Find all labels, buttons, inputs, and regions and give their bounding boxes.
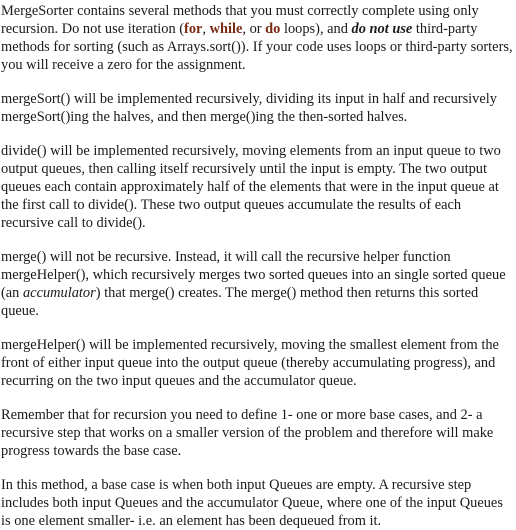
keyword-do: do <box>265 21 281 37</box>
paragraph-instructions <box>1 2 513 74</box>
paragraph-divide: divide() will be implemented recursively, moving elements from an input queue to two output queues, then calling itself recursively until the input is empty. The two output queues each contain approximately half of the elements that were in the input queue at the first call to divide(). These two output queues accumulate the results of each recursive call to divide(). <box>1 143 501 231</box>
text: , or <box>242 21 266 37</box>
text: loops), and <box>280 21 352 37</box>
keyword-while: while <box>209 21 243 37</box>
emphasis-do-not-use: do not use <box>351 21 413 37</box>
paragraph-merge <box>1 248 513 320</box>
keyword-for: for <box>184 21 203 37</box>
paragraph-base-case: In this method, a base case is when both input Queues are empty. A recursive step includes both input Queues and the accumulator Queue, where one of the input Queues is one element smaller- i.e. an element has been dequeued from it. <box>1 477 503 529</box>
emphasis-accumulator: accumulator <box>22 285 96 301</box>
paragraph-mergesort: mergeSort() will be implemented recursively, dividing its input in half and recursively mergeSort()ing the halves, and then merge()ing the then-sorted halves. <box>1 91 497 125</box>
text: merge() will not be recursive. Instead, it will call the recursive helper function mergeHelper(), which recursively merges two sorted queues into an single sorted queue (an <box>1 249 506 301</box>
text: ) that merge() creates. The merge() method then returns this sorted queue. <box>1 285 479 319</box>
text: MergeSorter contains several methods that you must correctly complete using only recursion. Do not use iteration ( <box>1 3 479 37</box>
text: , <box>202 21 210 37</box>
paragraph-recursion-reminder: Remember that for recursion you need to define 1- one or more base cases, and 2- a recursive step that works on a smaller version of the problem and therefore will make progress towards the base case. <box>1 407 494 459</box>
paragraph-mergehelper: mergeHelper() will be implemented recursively, moving the smallest element from the front of either input queue into the output queue (thereby accumulating progress), and recurring on the two input queues and the accumulator queue. <box>1 337 499 389</box>
text: third-party methods for sorting (such as Arrays.sort()). If your code uses loops or third-party sorters, you will receive a zero for the assignment. <box>1 21 513 73</box>
